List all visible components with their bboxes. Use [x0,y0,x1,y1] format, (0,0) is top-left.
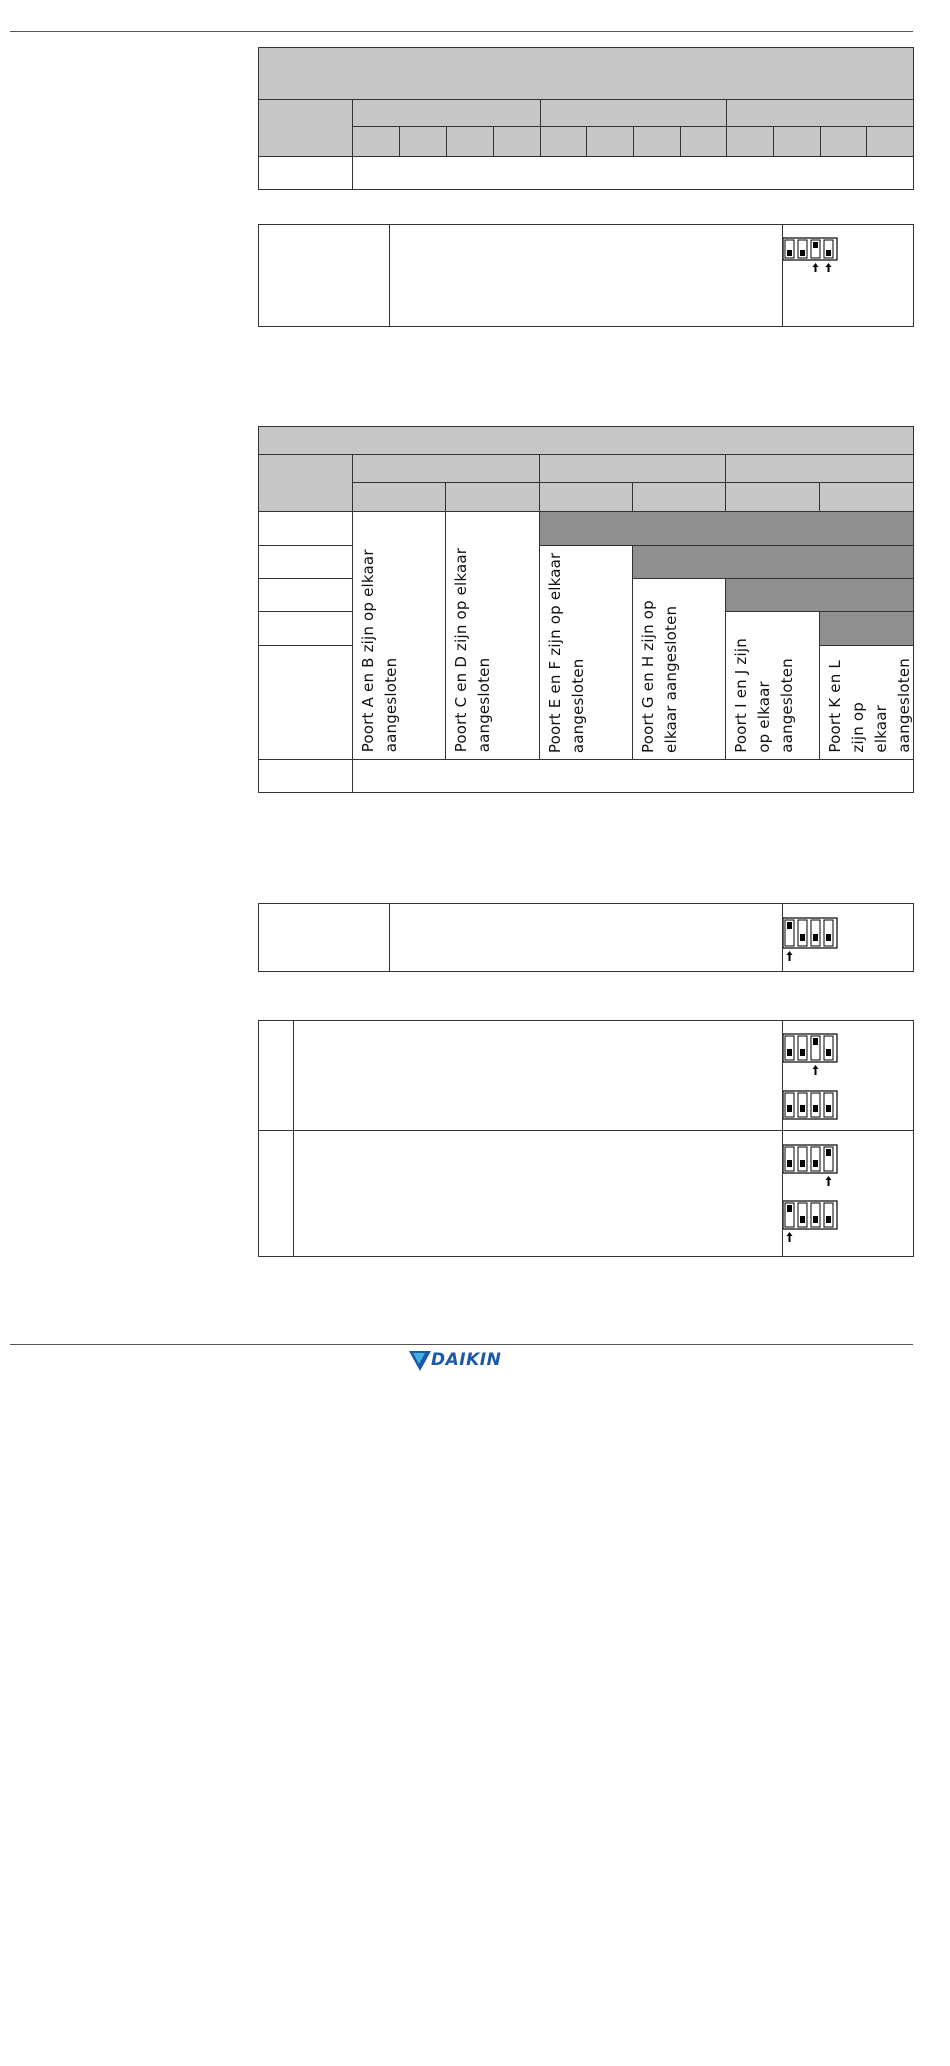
port-pair-text: Poort E en F zijn op elkaar aangesloten [546,552,587,753]
table-1-sub-header [681,127,727,157]
table-2-title-cell [259,427,914,455]
port-pair-cell [633,578,726,759]
table-1-sub-header [774,127,821,157]
setting-table-3 [258,1020,914,1257]
table-2-sub-header [820,483,914,512]
table-2 [258,426,914,793]
table-2-row-label [259,759,353,792]
table-2-sub-header [353,483,446,512]
dip-switch-icon [783,1021,853,1121]
table-1-row-label [259,157,353,190]
table-2-row-label [259,545,353,578]
arrow-up-icon [787,1232,793,1242]
table-2-sub-header [540,483,633,512]
daikin-logo-icon [409,1351,431,1371]
table-2-sub-header [446,483,540,512]
port-pair-text: Poort K en L zijn op elkaar aangesloten [826,658,913,753]
dip-switch-top [783,1145,837,1173]
table-1 [258,47,914,190]
port-pair-cell [726,611,820,759]
table-1-title-cell [259,48,914,100]
table-1-group-header [727,100,914,127]
table-1-sub-header [634,127,681,157]
dip-switch-bottom [783,1201,837,1229]
setting-table-3-dip-cell [783,1131,914,1257]
table-1-group-header [353,100,541,127]
arrow-up-icon [813,263,832,272]
arrow-up-icon [826,1176,832,1186]
dip-switch-icon [783,1131,853,1246]
table-1-sub-header [821,127,867,157]
daikin-logo-text: DAIKIN [431,1350,502,1370]
table-1-sub-header [727,127,774,157]
table-2-row-label [259,512,353,545]
table-1-sub-header [400,127,447,157]
table-1-sub-header [587,127,634,157]
table-1-row-header-cell [259,100,353,157]
shaded-cell [540,512,914,545]
port-pair-text: Poort C en D zijn op elkaar aangesloten [452,548,493,753]
table-2-row-label [259,646,353,760]
setting-table-3-row-label [259,1021,294,1131]
setting-box-1 [258,224,914,327]
dip-switch-icon [783,904,853,966]
setting-table-3-dip-cell [783,1021,914,1131]
shaded-cell [820,611,914,645]
shaded-cell [633,545,914,578]
shaded-cell [726,578,914,611]
table-1-sub-header [353,127,400,157]
table-2-group-header [726,455,914,483]
table-1-row-content [353,157,914,190]
setting-table-3-row-label [259,1131,294,1257]
setting-box-1-dip-cell [783,225,914,327]
table-2-sub-header [726,483,820,512]
footer-rule [10,1344,913,1345]
table-2-sub-header [633,483,726,512]
table-1-group-header [541,100,727,127]
setting-table-3-row-description [294,1021,783,1131]
table-2-row-label [259,578,353,611]
table-2-group-header [353,455,540,483]
setting-box-2-label [259,904,390,972]
table-1-sub-header [447,127,494,157]
setting-box-2 [258,903,914,972]
daikin-logo [409,1350,519,1372]
setting-box-2-dip-cell [783,904,914,972]
port-pair-cell [820,646,914,760]
dip-switch-bottom [783,1091,837,1119]
dip-switch-icon [783,225,853,275]
port-pair-cell [446,512,540,759]
setting-table-3-row-description [294,1131,783,1257]
table-2-row-content [353,759,914,792]
table-2-row-header-cell [259,455,353,512]
arrow-up-icon [813,1065,819,1075]
port-pair-text: Poort A en B zijn op elkaar aangesloten [359,549,400,753]
port-pair-text: Poort I en J zijn op elkaar aangesloten [732,638,796,753]
table-1-sub-header [867,127,914,157]
table-2-group-header [540,455,726,483]
table-2-row-label [259,611,353,645]
port-pair-text: Poort G en H zijn op elkaar aangesloten [639,599,680,753]
header-rule [10,31,913,32]
setting-box-1-label [259,225,390,327]
setting-box-1-description [390,225,783,327]
setting-box-2-description [390,904,783,972]
port-pair-cell [353,512,446,759]
table-1-sub-header [541,127,587,157]
port-pair-cell [540,545,633,759]
arrow-up-icon [787,951,793,961]
table-1-sub-header [494,127,541,157]
dip-switch-top [783,1034,837,1062]
